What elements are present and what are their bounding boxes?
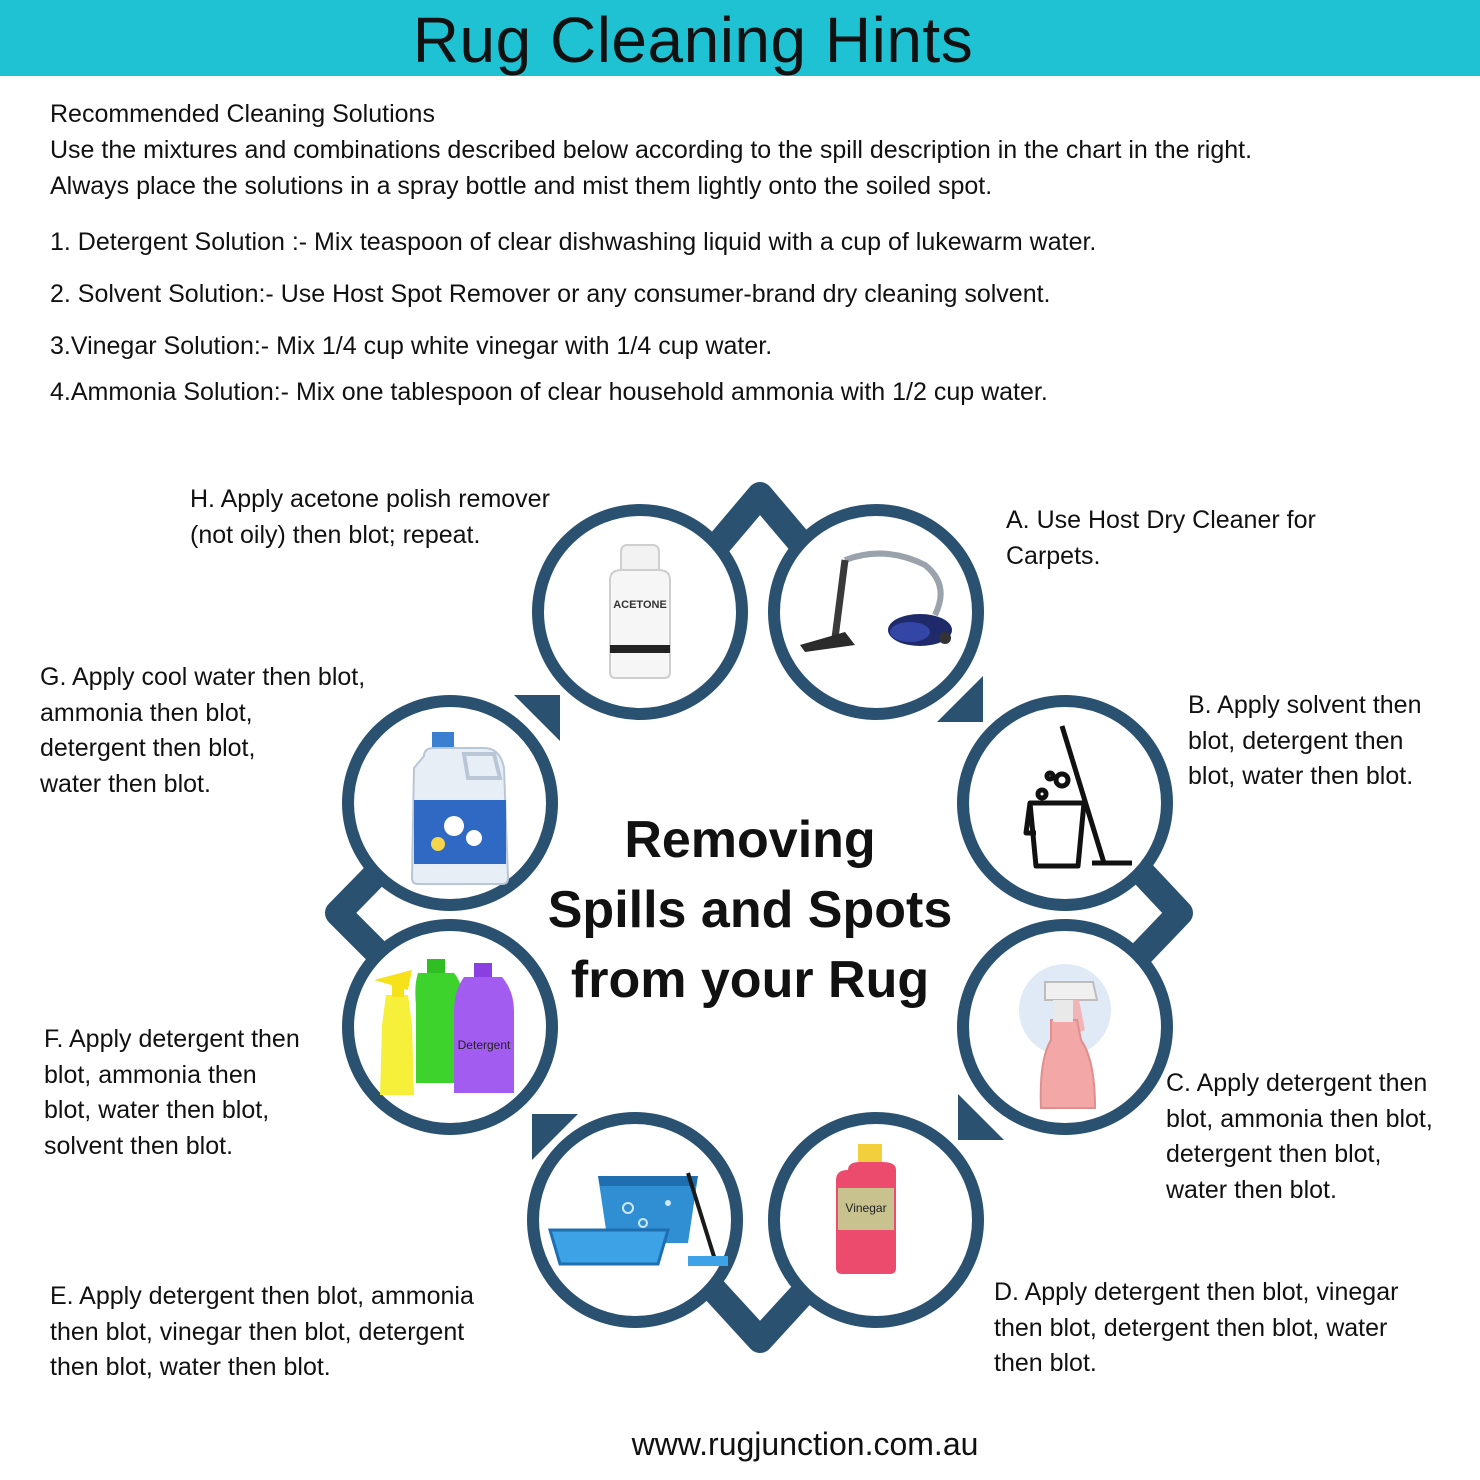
diagram-title bbox=[520, 805, 980, 1015]
solution-detergent: 1. Detergent Solution :- Mix teaspoon of clear dishwashing liquid with a cup of lukewarm water. bbox=[50, 228, 1097, 256]
ammonia-jug-icon bbox=[404, 728, 519, 888]
step-a-text: A. Use Host Dry Cleaner for Carpets. bbox=[1006, 506, 1316, 570]
spray-bottle-icon bbox=[1015, 960, 1125, 1115]
solution-ammonia: 4.Ammonia Solution:- Mix one tablespoon of clear household ammonia with 1/2 cup water. bbox=[50, 378, 1048, 406]
diagram-title-line: Removing bbox=[624, 811, 876, 869]
acetone-label: ACETONE bbox=[613, 599, 667, 611]
detergent-label: Detergent bbox=[457, 1038, 511, 1052]
step-f-text: F. Apply detergent then blot, ammonia then blot, water then blot, solvent then blot. bbox=[44, 1025, 300, 1160]
footer-url: www.rugjunction.com.au bbox=[631, 1426, 979, 1462]
vacuum-cleaner-icon bbox=[785, 550, 960, 660]
diagram-title-line: from your Rug bbox=[570, 951, 930, 1009]
intro-line: Always place the solutions in a spray bottle and mist them lightly onto the soiled spot. bbox=[50, 172, 993, 200]
intro-heading: Recommended Cleaning Solutions bbox=[50, 100, 435, 128]
step-d-text: D. Apply detergent then blot, vinegar then blot, detergent then blot, water then blot. bbox=[994, 1278, 1399, 1377]
vinegar-bottle-icon bbox=[828, 1140, 918, 1280]
step-g-text: G. Apply cool water then blot, ammonia then blot, detergent then blot, water then blot. bbox=[40, 663, 366, 798]
step-c-text: C. Apply detergent then blot, ammonia then blot, detergent then blot, water then blot. bbox=[1166, 1069, 1433, 1204]
solution-solvent: 2. Solvent Solution:- Use Host Spot Remover or any consumer-brand dry cleaning solvent. bbox=[50, 280, 1051, 308]
acetone-bottle-icon bbox=[590, 540, 690, 680]
page-title: Rug Cleaning Hints bbox=[412, 4, 974, 76]
detergent-bottles-icon bbox=[372, 955, 522, 1100]
tub-and-mop-icon bbox=[548, 1168, 733, 1273]
vinegar-label: Vinegar bbox=[845, 1201, 887, 1215]
diagram-title-line: Spills and Spots bbox=[547, 881, 953, 939]
intro-line: Use the mixtures and combinations described below according to the spill description in the chart in the right. bbox=[50, 136, 1253, 164]
solution-vinegar: 3.Vinegar Solution:- Mix 1/4 cup white vinegar with 1/4 cup water. bbox=[50, 332, 773, 360]
step-e-text: E. Apply detergent then blot, ammonia then blot, vinegar then blot, detergent then blot, water then blot. bbox=[50, 1282, 474, 1381]
step-b-text: B. Apply solvent then blot, detergent then blot, water then blot. bbox=[1188, 691, 1422, 790]
step-h-text: H. Apply acetone polish remover (not oily) then blot; repeat. bbox=[190, 485, 550, 549]
mop-bucket-icon bbox=[1022, 718, 1142, 878]
connector-right bbox=[1135, 865, 1180, 960]
